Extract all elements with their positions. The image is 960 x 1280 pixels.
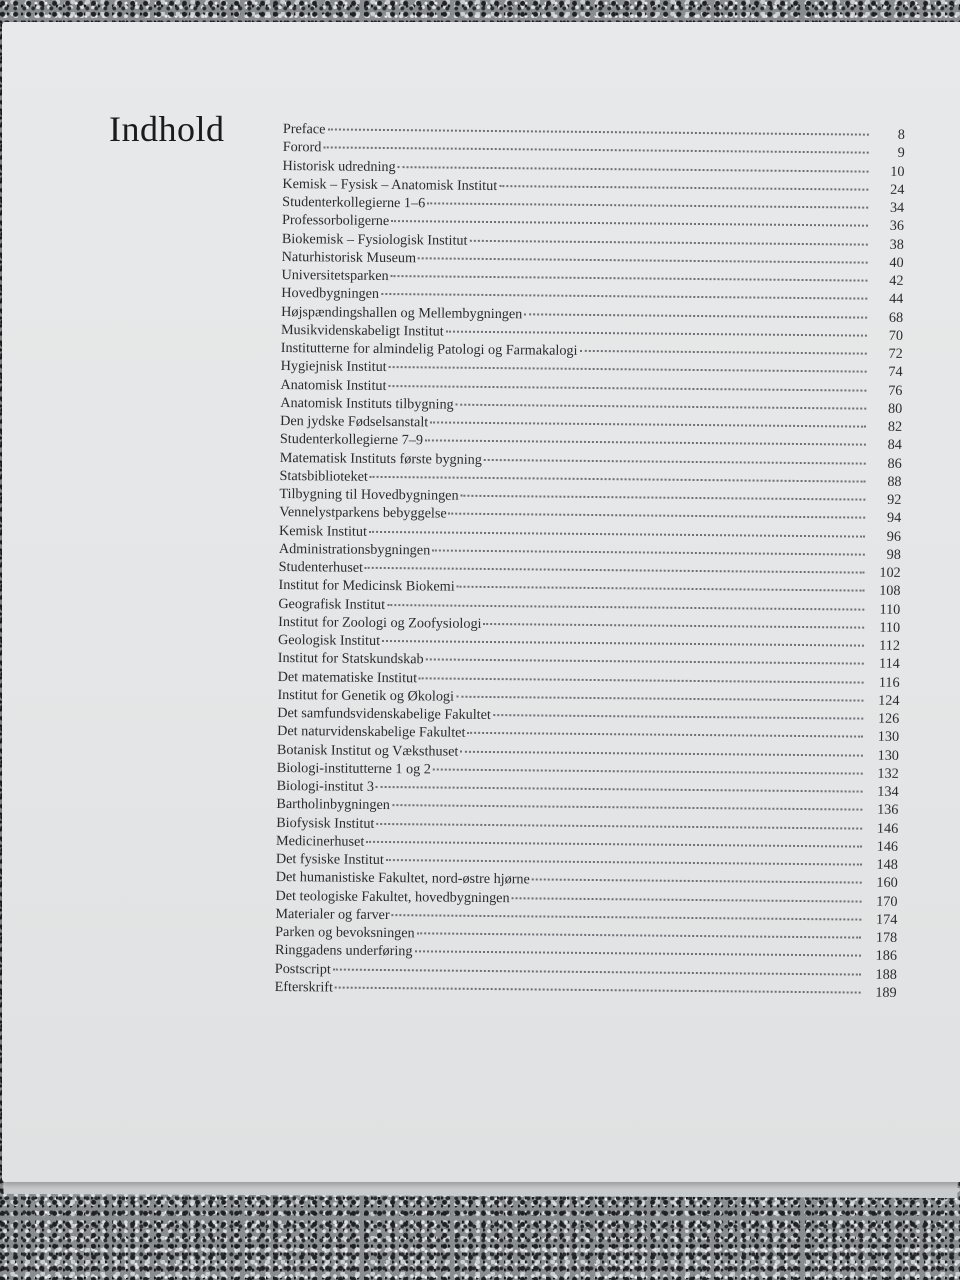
- toc-entry-title: Tilbygning til Hovedbygningen: [279, 485, 459, 504]
- dot-leader: [532, 878, 862, 884]
- toc-entry-page: 76: [888, 382, 903, 399]
- toc-entry-title: Forord: [282, 139, 322, 156]
- toc-entry-title: Universitetsparken: [281, 266, 389, 285]
- toc-entry-title: Højspændingshallen og Mellembygningen: [281, 303, 523, 322]
- dot-leader: [392, 803, 863, 811]
- toc-entry-title: Botanisk Institut og Væksthuset: [276, 741, 459, 760]
- dot-leader: [484, 622, 865, 629]
- toc-entry-title: Det teologiske Fakultet, hovedbygningen: [275, 887, 510, 906]
- toc-entry-title: Parken og bevoksningen: [275, 923, 415, 942]
- toc-entry-title: Geologisk Institut: [277, 631, 381, 649]
- toc-entry-page: 186: [875, 947, 898, 965]
- toc-entry-page: 102: [879, 564, 901, 581]
- dot-leader: [333, 967, 861, 975]
- toc-entry-title: Den jydske Fødselsanstalt: [280, 412, 429, 431]
- toc-entry-page: 92: [887, 491, 902, 508]
- toc-entry-page: 70: [888, 327, 904, 344]
- toc-entry-page: 112: [879, 637, 901, 654]
- toc-entry-title: Kemisk Institut: [278, 522, 368, 540]
- dot-leader: [467, 731, 863, 738]
- toc-entry-page: 8: [897, 126, 905, 143]
- toc-entry-title: Anatomisk Instituts tilbygning: [280, 394, 454, 413]
- toc-entry-page: 136: [877, 801, 899, 819]
- dot-leader: [446, 329, 867, 336]
- toc-entry-title: Preface: [282, 120, 326, 138]
- dot-leader: [493, 713, 863, 720]
- toc-entry-title: Naturhistorisk Museum: [281, 248, 417, 267]
- toc-entry-title: Det naturvidenskabelige Fakultet: [277, 723, 466, 742]
- dot-leader: [381, 292, 867, 300]
- toc-entry-title: Geografisk Institut: [278, 595, 386, 613]
- dot-leader: [433, 767, 863, 774]
- dot-leader: [499, 184, 868, 191]
- toc-entry-title: Institutterne for almindelig Patologi og Farmakalogi: [280, 339, 578, 359]
- toc-entry-page: 10: [890, 163, 905, 180]
- toc-entry-page: 108: [879, 582, 901, 600]
- toc-entry-page: 9: [897, 145, 905, 162]
- dot-leader: [470, 238, 868, 245]
- toc-entry-title: Institut for Statskundskab: [277, 650, 424, 668]
- toc-entry-page: 146: [876, 820, 899, 837]
- toc-entry-page: 174: [875, 911, 898, 928]
- toc-entry-page: 42: [889, 272, 904, 289]
- toc-entry-page: 134: [877, 783, 899, 800]
- dot-leader: [426, 658, 864, 665]
- dot-leader: [391, 274, 868, 282]
- dot-leader: [579, 349, 866, 355]
- toc-entry-page: 34: [889, 199, 905, 216]
- dot-leader: [366, 840, 862, 848]
- toc-entry-title: Efterskrift: [274, 978, 334, 996]
- dot-leader: [389, 365, 867, 373]
- toc-entry-page: 130: [877, 747, 900, 764]
- dot-leader: [388, 384, 866, 392]
- toc-entry-title: Hygiejnisk Institut: [280, 358, 387, 376]
- toc-entry-page: 40: [889, 254, 904, 271]
- dot-leader: [392, 913, 862, 921]
- dot-leader: [391, 219, 868, 227]
- dot-leader: [457, 585, 865, 592]
- dot-leader: [430, 420, 866, 427]
- toc-entry-page: 98: [886, 546, 901, 563]
- toc-entry-page: 116: [878, 674, 900, 691]
- toc-entry-page: 114: [878, 655, 900, 673]
- table-of-contents: [275, 120, 905, 1002]
- toc-entry-title: Institut for Zoologi og Zoofysiologi: [278, 613, 482, 632]
- toc-entry-page: 24: [890, 181, 905, 198]
- dot-leader: [417, 931, 862, 938]
- toc-entry-title: Det humanistiske Fakultet, nord-østre hjørne: [275, 869, 530, 888]
- toc-entry-page: 96: [886, 528, 902, 545]
- toc-entry-title: Bartholinbygningen: [276, 796, 391, 814]
- dot-leader: [432, 548, 865, 555]
- book-page: [2, 22, 960, 1182]
- dot-leader: [460, 749, 863, 756]
- dot-leader: [387, 603, 864, 611]
- dot-leader: [418, 256, 868, 263]
- dot-leader: [327, 127, 868, 135]
- dot-leader: [425, 439, 866, 446]
- toc-entry-title: Administrationsbygningen: [278, 540, 431, 559]
- toc-entry-page: 124: [878, 692, 900, 709]
- toc-entry-title: Ringgadens underføring: [274, 942, 413, 960]
- toc-entry-title: Professorboligerne: [281, 212, 390, 230]
- toc-entry-page: 146: [876, 838, 899, 855]
- dot-leader: [419, 676, 864, 683]
- dot-leader: [370, 475, 866, 483]
- dot-leader: [449, 512, 866, 519]
- dot-leader: [461, 494, 866, 501]
- dot-leader: [323, 146, 868, 154]
- toc-entry-page: 132: [877, 765, 899, 782]
- toc-entry-page: 160: [876, 874, 898, 892]
- toc-entry-page: 148: [876, 856, 898, 873]
- dot-leader: [484, 457, 866, 464]
- toc-entry-title: Det samfundsvidenskabelige Fakultet: [277, 704, 491, 724]
- toc-entry-page: 44: [889, 291, 904, 308]
- toc-entry-title: Kemisk – Fysisk – Anatomisk Institut: [282, 175, 498, 194]
- dot-leader: [382, 639, 864, 647]
- toc-entry-title: Biofysisk Institut: [276, 814, 375, 832]
- toc-entry-page: 188: [875, 966, 897, 983]
- toc-entry-page: 189: [875, 984, 897, 1001]
- dot-leader: [386, 858, 862, 866]
- toc-entry-page: 74: [888, 364, 903, 381]
- toc-entry-page: 84: [887, 437, 902, 454]
- toc-entry-title: Materialer og farver: [275, 905, 390, 923]
- toc-entry-title: Biologi-institutterne 1 og 2: [276, 759, 431, 778]
- toc-entry-page: 110: [879, 619, 901, 636]
- toc-entry-page: 68: [888, 309, 904, 326]
- toc-entry-title: Medicinerhuset: [276, 832, 365, 850]
- toc-entry-title: Studenterhuset: [278, 558, 364, 576]
- dot-leader: [376, 785, 863, 793]
- toc-entry-title: Musikvidenskabeligt Institut: [280, 321, 444, 340]
- toc-entry-page: 178: [875, 929, 898, 946]
- toc-entry-title: Hovedbygningen: [281, 285, 380, 303]
- toc-entry-title: Studenterkollegierne 7–9: [279, 431, 424, 449]
- toc-entry-title: Matematisk Instituts første bygning: [279, 449, 482, 468]
- page-title: Indhold: [109, 109, 225, 149]
- toc-entry-page: 110: [879, 601, 901, 618]
- toc-entry-page: 36: [889, 218, 905, 235]
- dot-leader: [456, 694, 863, 701]
- dot-leader: [427, 201, 868, 208]
- dot-leader: [369, 529, 865, 537]
- toc-entry-title: Det fysiske Institut: [275, 850, 384, 869]
- toc-entry-title: Vennelystparkens bebyggelse: [279, 504, 447, 522]
- toc-entry-title: Institut for Genetik og Økologi: [277, 686, 455, 705]
- toc-entry-page: 126: [877, 710, 900, 727]
- toc-entry-page: 38: [889, 236, 904, 253]
- dot-leader: [376, 821, 862, 829]
- dot-leader: [415, 950, 861, 957]
- toc-entry-title: Biokemisk – Fysiologisk Institut: [281, 230, 468, 249]
- toc-entry-title: Historisk udredning: [282, 157, 396, 175]
- toc-entry-page: 86: [887, 455, 902, 472]
- toc-entry-title: Studenterkollegierne 1–6: [282, 193, 426, 212]
- toc-entry-title: Biologi-institut 3: [276, 777, 375, 795]
- toc-entry-page: 170: [876, 893, 898, 910]
- toc-entry-title: Statsbiblioteket: [279, 467, 368, 485]
- toc-entry-title: Anatomisk Institut: [280, 376, 387, 394]
- dot-leader: [365, 566, 865, 574]
- toc-entry-title: Institut for Medicinsk Biokemi: [278, 577, 455, 595]
- toc-entry-page: 80: [887, 400, 903, 417]
- toc-entry-page: 130: [877, 728, 900, 746]
- dot-leader: [524, 312, 867, 318]
- dot-leader: [335, 985, 861, 993]
- dot-leader: [456, 402, 867, 409]
- toc-entry-page: 72: [888, 345, 903, 362]
- toc-entry-title: Postscript: [274, 960, 331, 977]
- dot-leader: [512, 896, 862, 902]
- toc-entry-page: 88: [887, 473, 902, 490]
- toc-entry-title: Det matematiske Institut: [277, 668, 418, 686]
- toc-entry-page: 82: [887, 418, 903, 435]
- dot-leader: [398, 165, 869, 173]
- toc-entry-page: 94: [886, 510, 902, 527]
